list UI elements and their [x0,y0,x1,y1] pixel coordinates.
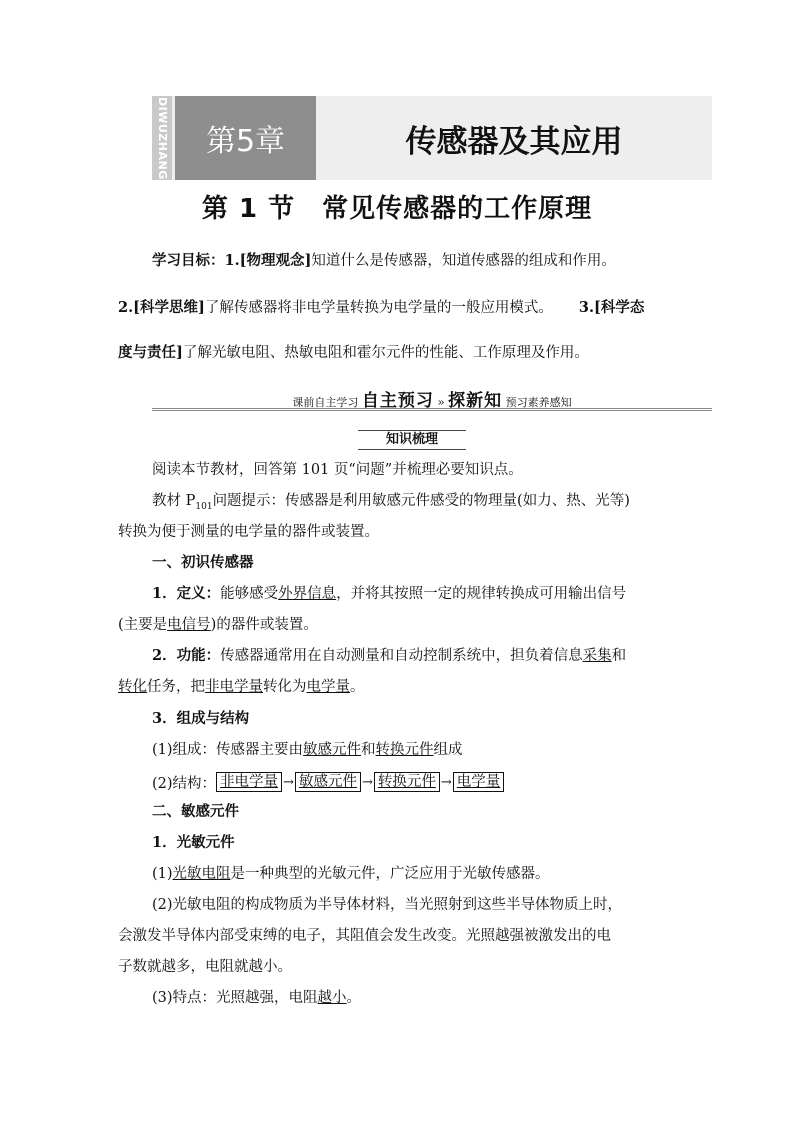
photo-line-5: (3)特点：光照越强，电阻越小。 [152,990,362,1006]
band-right-label: 预习素养感知 [505,396,572,409]
function-line-1: 2．功能：传感器通常用在自动测量和自动控制系统中，担负着信息采集和 [152,647,627,664]
band-title-1: 自主预习 [361,391,434,411]
arrow-right-icon: → [361,774,373,790]
photo-line-1: (1)光敏电阻是一种典型的光敏元件，广泛应用于光敏传感器。 [152,866,550,882]
composition-line: (1)组成：传感器主要由敏感元件和转换元件组成 [152,742,463,758]
arrow-right-icon: → [440,774,452,790]
section-band [152,384,712,411]
hint-line-2: 转换为便于测量的电学量的器件或装置。 [118,524,379,540]
arrow-right-icon: → [283,774,294,790]
hint-line-1: 教材 $P_{101}$问题提示：传感器是利用敏感元件感受的物理量(如力、热、光等) [152,493,630,512]
structure-flow: (2)结构： 非电学量 → 敏感元件 → 转换元件 → 电学量 [152,771,504,793]
flow-box-electric: 电学量 [453,772,505,792]
heading-1: 一、初识传感器 [152,554,254,571]
function-line-2: 转化任务，把非电学量转化为电学量。 [118,679,365,695]
band-arrow-icon: » [437,395,445,409]
flow-box-nonelectric: 非电学量 [216,772,282,792]
chapter-title: 传感器及其应用 [405,123,623,160]
objectives-line-2: 2.[科学思维]了解传感器将非电学量转换为电学量的一般应用模式。 3.[科学态 [118,299,645,316]
composition-heading: 3．组成与结构 [152,710,250,727]
objectives-line-3: 度与责任]了解光敏电阻、热敏电阻和霍尔元件的性能、工作原理及作用。 [118,344,589,361]
subheading-photo: 1．光敏元件 [152,834,235,851]
heading-2: 二、敏感元件 [152,803,239,820]
definition-line-1: 1．定义：能够感受外界信息，并将其按照一定的规律转换成可用输出信号 [152,585,627,602]
flow-box-conversion: 转换元件 [374,772,440,792]
chapter-number: 第5章 [175,96,316,180]
photo-line-4: 子数就越多，电阻就越小。 [118,959,292,975]
definition-line-2: (主要是电信号)的器件或装置。 [118,617,318,633]
band-title-2: 探新知 [448,391,503,411]
photo-line-2: (2)光敏电阻的构成物质为半导体材料，当光照射到这些半导体物质上时， [152,897,623,913]
objective-lead: 学习目标：1.[物理观念] [152,252,312,269]
knowledge-tag: 知识梳理 [358,430,466,450]
chapter-side-label: DIWUZHANG [152,96,172,180]
objectives-line-1: 学习目标：1.[物理观念]知道什么是传感器，知道传感器的组成和作用。 [152,252,616,269]
flow-box-sensitive: 敏感元件 [295,772,361,792]
section-title: 第 1 节 常见传感器的工作原理 [201,194,593,224]
photo-line-3: 会激发半导体内部受束缚的电子，其阻值会发生改变。光照越强被激发出的电 [118,928,611,944]
intro-text: 阅读本节教材，回答第 101 页“问题”并梳理必要知识点。 [152,462,523,478]
band-left-label: 课前自主学习 [292,396,359,409]
